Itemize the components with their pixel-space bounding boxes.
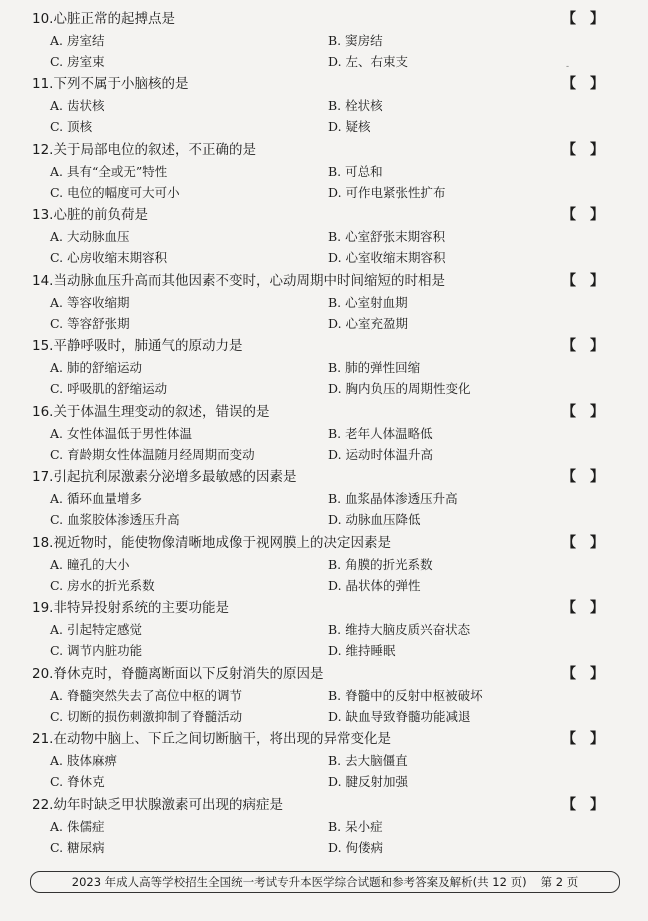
answer-bracket [562, 794, 604, 816]
question-stem: 11.下列不属于小脑核的是 [32, 76, 189, 92]
option-c: C. 切断的损伤刺激抑制了脊髓活动 [50, 709, 243, 724]
bracket-close: 】 [590, 207, 604, 223]
answer-bracket [562, 597, 604, 619]
question-stem: 14.当动脉血压升高而其他因素不变时，心动周期中时间缩短的时相是 [32, 273, 445, 289]
footer-title: 2023 年成人高等学校招生全国统一考试专升本医学综合试题和参考答案及解析(共 12 页) [71, 875, 527, 889]
question-stem: 21.在动物中脑上、下丘之间切断脑干，将出现的异常变化是 [32, 731, 391, 747]
bracket-close: 】 [590, 469, 604, 485]
answer-bracket [562, 335, 604, 357]
answer-bracket [562, 204, 604, 226]
option-b: B. 窦房结 [328, 33, 383, 48]
answer-bracket [562, 270, 604, 292]
question-21 [0, 728, 648, 793]
answer-bracket [562, 532, 604, 554]
question-11 [0, 73, 648, 138]
bracket-close: 】 [590, 142, 604, 158]
option-c: C. 等容舒张期 [50, 316, 130, 331]
option-d: D. 左、右束支 [328, 54, 409, 69]
option-b: B. 血浆晶体渗透压升高 [328, 491, 458, 506]
option-c: C. 呼吸肌的舒缩运动 [50, 381, 168, 396]
option-b: B. 栓状核 [328, 98, 383, 113]
bracket-close: 】 [590, 797, 604, 813]
question-12 [0, 139, 648, 204]
option-b: B. 脊髓中的反射中枢被破坏 [328, 688, 483, 703]
option-d: D. 胸内负压的周期性变化 [328, 381, 471, 396]
option-b: B. 角膜的折光系数 [328, 557, 433, 572]
answer-bracket [562, 466, 604, 488]
bracket-open: 【 [562, 666, 576, 682]
bracket-open: 【 [562, 11, 576, 27]
answer-bracket [562, 73, 604, 95]
option-a: A. 侏儒症 [50, 819, 105, 834]
option-d: D. 运动时体温升高 [328, 447, 434, 462]
question-18 [0, 532, 648, 597]
question-stem: 15.平静呼吸时，肺通气的原动力是 [32, 338, 243, 354]
bracket-close: 】 [590, 666, 604, 682]
question-16 [0, 401, 648, 466]
option-c: C. 糖尿病 [50, 840, 105, 855]
option-b: B. 可总和 [328, 164, 383, 179]
option-b: B. 心室射血期 [328, 295, 408, 310]
question-stem: 19.非特异投射系统的主要功能是 [32, 600, 229, 616]
option-a: A. 脊髓突然失去了高位中枢的调节 [50, 688, 242, 703]
page-footer [30, 871, 620, 893]
question-13 [0, 204, 648, 269]
option-d: D. 可作电紧张性扩布 [328, 185, 446, 200]
option-b: B. 老年人体温略低 [328, 426, 433, 441]
option-a: A. 齿状核 [50, 98, 105, 113]
option-a: A. 肺的舒缩运动 [50, 360, 142, 375]
question-stem: 20.脊休克时，脊髓离断面以下反射消失的原因是 [32, 666, 324, 682]
option-b: B. 呆小症 [328, 819, 383, 834]
stray-mark: - [566, 62, 570, 72]
question-22 [0, 794, 648, 859]
option-c: C. 房室束 [50, 54, 105, 69]
bracket-open: 【 [562, 207, 576, 223]
option-b: B. 维持大脑皮质兴奋状态 [328, 622, 471, 637]
question-20 [0, 663, 648, 728]
bracket-open: 【 [562, 731, 576, 747]
option-a: A. 房室结 [50, 33, 105, 48]
question-stem: 13.心脏的前负荷是 [32, 207, 148, 223]
option-b: B. 去大脑僵直 [328, 753, 408, 768]
answer-bracket [562, 663, 604, 685]
bracket-close: 】 [590, 731, 604, 747]
option-c: C. 房水的折光系数 [50, 578, 155, 593]
question-stem: 16.关于体温生理变动的叙述，错误的是 [32, 404, 270, 420]
bracket-close: 】 [590, 338, 604, 354]
question-10 [0, 8, 648, 73]
bracket-open: 【 [562, 469, 576, 485]
question-stem: 18.视近物时，能使物像清晰地成像于视网膜上的决定因素是 [32, 535, 391, 551]
option-c: C. 顶核 [50, 119, 93, 134]
option-a: A. 肢体麻痹 [50, 753, 117, 768]
option-c: C. 脊休克 [50, 774, 105, 789]
question-stem: 10.心脏正常的起搏点是 [32, 11, 175, 27]
question-15 [0, 335, 648, 400]
option-c: C. 调节内脏功能 [50, 643, 143, 658]
option-d: D. 心室充盈期 [328, 316, 409, 331]
bracket-open: 【 [562, 535, 576, 551]
option-d: D. 动脉血压降低 [328, 512, 421, 527]
question-stem: 22.幼年时缺乏甲状腺激素可出现的病症是 [32, 797, 283, 813]
option-c: C. 育龄期女性体温随月经周期而变动 [50, 447, 255, 462]
option-a: A. 循环血量增多 [50, 491, 142, 506]
bracket-close: 】 [590, 76, 604, 92]
option-c: C. 电位的幅度可大可小 [50, 185, 180, 200]
bracket-open: 【 [562, 600, 576, 616]
option-a: A. 等容收缩期 [50, 295, 130, 310]
option-a: A. 具有“全或无”特性 [50, 164, 168, 179]
answer-bracket [562, 139, 604, 161]
option-d: D. 晶状体的弹性 [328, 578, 421, 593]
option-d: D. 疑核 [328, 119, 371, 134]
bracket-open: 【 [562, 404, 576, 420]
bracket-close: 】 [590, 535, 604, 551]
option-d: D. 缺血导致脊髓功能减退 [328, 709, 471, 724]
option-b: B. 心室舒张末期容积 [328, 229, 446, 244]
option-c: C. 心房收缩末期容积 [50, 250, 168, 265]
question-17 [0, 466, 648, 531]
bracket-open: 【 [562, 273, 576, 289]
bracket-close: 】 [590, 404, 604, 420]
bracket-open: 【 [562, 797, 576, 813]
option-c: C. 血浆胶体渗透压升高 [50, 512, 180, 527]
page-number: 第 2 页 [540, 875, 579, 889]
question-stem: 17.引起抗利尿激素分泌增多最敏感的因素是 [32, 469, 297, 485]
option-a: A. 大动脉血压 [50, 229, 130, 244]
question-14 [0, 270, 648, 335]
answer-bracket [562, 728, 604, 750]
option-a: A. 瞳孔的大小 [50, 557, 130, 572]
option-d: D. 心室收缩末期容积 [328, 250, 446, 265]
option-b: B. 肺的弹性回缩 [328, 360, 421, 375]
option-a: A. 女性体温低于男性体温 [50, 426, 192, 441]
bracket-close: 】 [590, 600, 604, 616]
question-19 [0, 597, 648, 662]
bracket-close: 】 [590, 11, 604, 27]
option-d: D. 佝偻病 [328, 840, 384, 855]
question-stem: 12.关于局部电位的叙述，不正确的是 [32, 142, 256, 158]
bracket-open: 【 [562, 142, 576, 158]
option-d: D. 维持睡眠 [328, 643, 396, 658]
option-d: D. 腱反射加强 [328, 774, 409, 789]
bracket-open: 【 [562, 338, 576, 354]
bracket-open: 【 [562, 76, 576, 92]
answer-bracket [562, 8, 604, 30]
option-a: A. 引起特定感觉 [50, 622, 142, 637]
bracket-close: 】 [590, 273, 604, 289]
answer-bracket [562, 401, 604, 423]
